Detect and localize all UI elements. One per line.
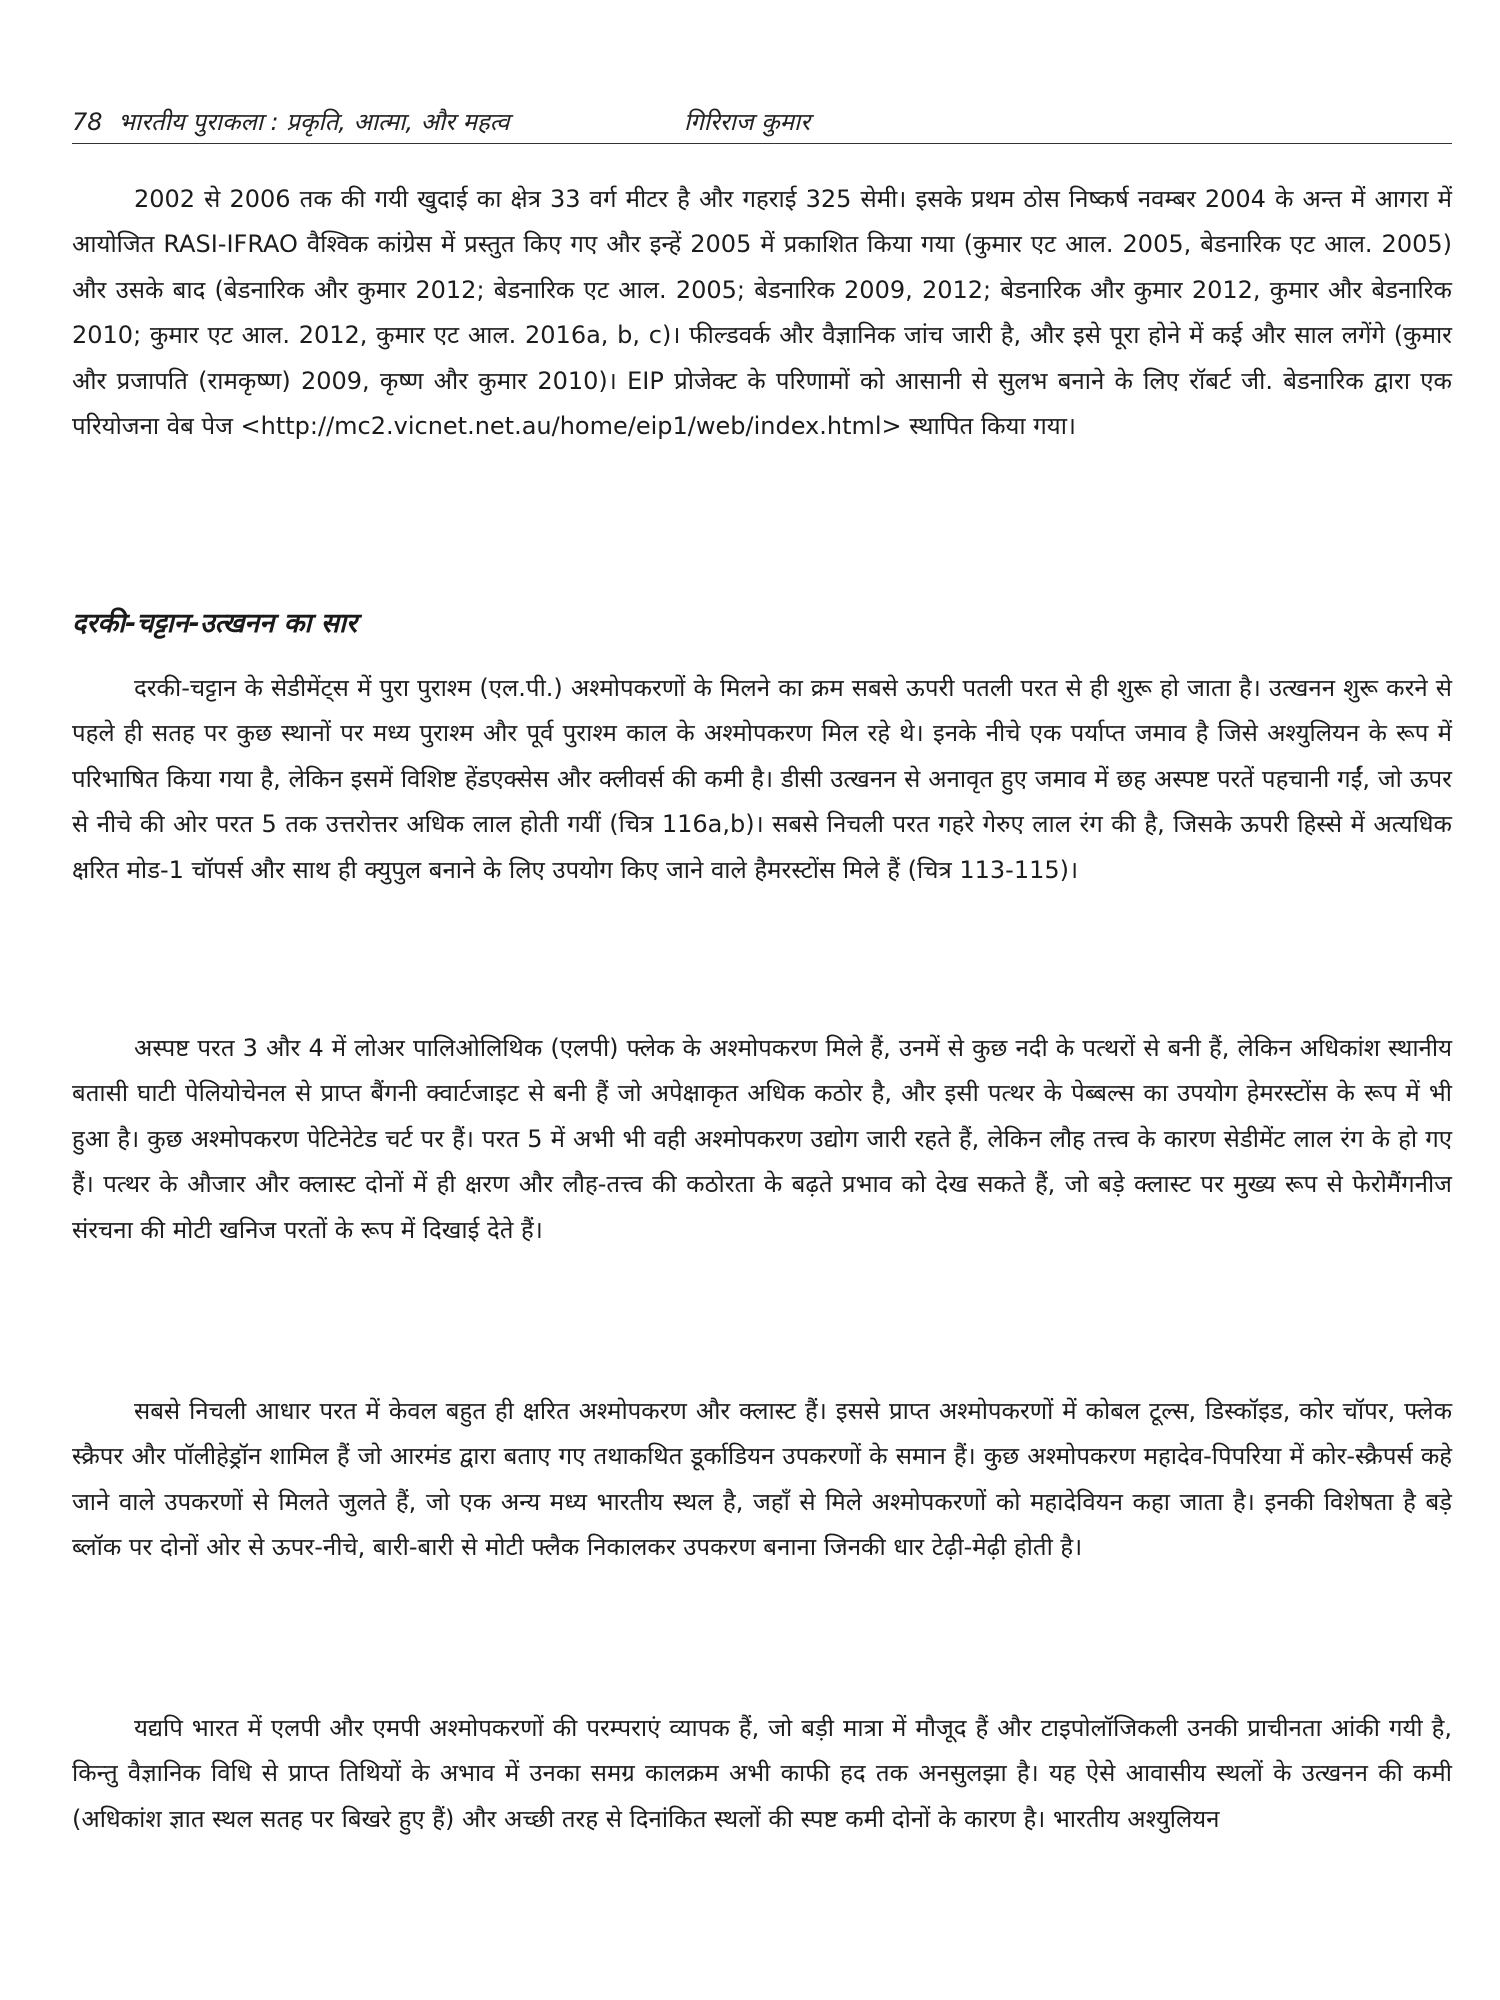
- paragraph-chronology: यद्यपि भारत में एलपी और एमपी अश्मोपकरणों की परम्पराएं व्यापक हैं, जो बड़ी मात्रा में मौजूद हैं और टाइपोलॉजिकली उनकी प्राचीनता आंकी गयी है, किन्तु वैज्ञानिक विधि से प्राप्त तिथियों के अभाव में उनका समग्र कालक्रम अभी काफी हद तक अनसुलझा है। यह ऐसे आवासीय स्थलों के उत्खनन की कमी (अधिकांश ज्ञात स्थल सतह पर बिखरे हुए हैं) और अच्छी तरह से दिनांकित स्थलों की स्पष्ट कमी दोनों के कारण है। भारतीय अश्युलियन: [72, 1714, 1452, 1833]
- paragraph-base-layer: सबसे निचली आधार परत में केवल बहुत ही क्षरित अश्मोपकरण और क्लास्ट हैं। इससे प्राप्त अश्मोपकरणों में कोबल टूल्स, डिस्कॉइड, कोर चॉपर, फ्लेक स्क्रैपर और पॉलीहेड्रॉन शामिल हैं जो आरमंड द्वारा बताए गए तथाकथित डूर्काडियन उपकरणों के समान हैं। कुछ अश्मोपकरण महादेव-पिपरिया में कोर-स्क्रैपर्स कहे जाने वाले उपकरणों से मिलते जुलते हैं, जो एक अन्य मध्य भारतीय स्थल है, जहाँ से मिले अश्मोपकरणों को महादेवियन कहा जाता है। इनकी विशेषता है बड़े ब्लॉक पर दोनों ओर से ऊपर-नीचे, बारी-बारी से मोटी फ्लैक निकालकर उपकरण बनाना जिनकी धार टेढ़ी-मेढ़ी होती है।: [72, 1397, 1452, 1562]
- book-title: भारतीय पुराकला : प्रकृति, आत्मा, और महत्व: [118, 108, 510, 136]
- section-heading: दरकी-चट्टान-उत्खनन का सार: [72, 608, 358, 639]
- paragraph-layers-3-4-5: अस्पष्ट परत 3 और 4 में लोअर पालिओलिथिक (एलपी) फ्लेक के अश्मोपकरण मिले हैं, उनमें से कुछ नदी के पत्थरों से बनी हैं, लेकिन अधिकांश स्थानीय बतासी घाटी पेलियोचेनल से प्राप्त बैंगनी क्वार्टजाइट से बनी हैं जो अपेक्षाकृत अधिक कठोर है, और इसी पत्थर के पेब्बल्स का उपयोग हेमरस्टोंस के रूप में भी हुआ है। कुछ अश्मोपकरण पेटिनेटेड चर्ट पर हैं। परत 5 में अभी भी वही अश्मोपकरण उद्योग जारी रहते हैं, लेकिन लौह तत्त्व के कारण सेडीमेंट लाल रंग के हो गए हैं। पत्थर के औजार और क्लास्ट दोनों में ही क्षरण और लौह-तत्त्व की कठोरता के बढ़ते प्रभाव को देख सकते हैं, जो बड़े क्लास्ट पर मुख्य रूप से फेरोमैंगनीज संरचना की मोटी खनिज परतों के रूप में दिखाई देते हैं।: [72, 1034, 1452, 1244]
- paragraph-excavation-history: 2002 से 2006 तक की गयी खुदाई का क्षेत्र 33 वर्ग मीटर है और गहराई 325 सेमी। इसके प्रथम ठोस निष्कर्ष नवम्बर 2004 के अन्त में आगरा में आयोजित RASI-IFRAO वैश्विक कांग्रेस में प्रस्तुत किए गए और इन्हें 2005 में प्रकाशित किया गया (कुमार एट आल. 2005, बेडनारिक एट आल. 2005) और उसके बाद (बेडनारिक और कुमार 2012; बेडनारिक एट आल. 2005; बेडनारिक 2009, 2012; बेडनारिक और कुमार 2012, कुमार और बेडनारिक 2010; कुमार एट आल. 2012, कुमार एट आल. 2016a, b, c)। फील्डवर्क और वैज्ञानिक जांच जारी है, और इसे पूरा होने में कई और साल लगेंगे (कुमार और प्रजापति (रामकृष्ण) 2009, कृष्ण और कुमार 2010)। EIP प्रोजेक्ट के परिणामों को आसानी से सुलभ बनाने के लिए रॉबर्ट जी. बेडनारिक द्वारा एक परियोजना वेब पेज <http://mc2.vicnet.net.au/home/eip1/web/index.html> स्थापित किया गया।: [72, 185, 1452, 441]
- author-name: गिरिराज कुमार: [684, 108, 811, 136]
- running-header: [72, 100, 1452, 144]
- paragraph-stratigraphy: दरकी-चट्टान के सेडीमेंट्स में पुरा पुराश्म (एल.पी.) अश्मोपकरणों के मिलने का क्रम सबसे ऊपरी पतली परत से ही शुरू हो जाता है। उत्खनन शुरू करने से पहले ही सतह पर कुछ स्थानों पर मध्य पुराश्म और पूर्व पुराश्म काल के अश्मोपकरण मिल रहे थे। इनके नीचे एक पर्याप्त जमाव है जिसे अश्युलियन के रूप में परिभाषित किया गया है, लेकिन इसमें विशिष्ट हेंडएक्सेस और क्लीवर्स की कमी है। डीसी उत्खनन से अनावृत हुए जमाव में छह अस्पष्ट परतें पहचानी गईं, जो ऊपर से नीचे की ओर परत 5 तक उत्तरोत्तर अधिक लाल होती गयीं (चित्र 116a,b)। सबसे निचली परत गहरे गेरुए लाल रंग की है, जिसके ऊपरी हिस्से में अत्यधिक क्षरित मोड-1 चॉपर्स और साथ ही क्युपुल बनाने के लिए उपयोग किए जाने वाले हैमरस्टोंस मिले हैं (चित्र 113-115)।: [72, 674, 1452, 884]
- header-divider: [72, 143, 1452, 144]
- page-number: 78: [72, 108, 103, 136]
